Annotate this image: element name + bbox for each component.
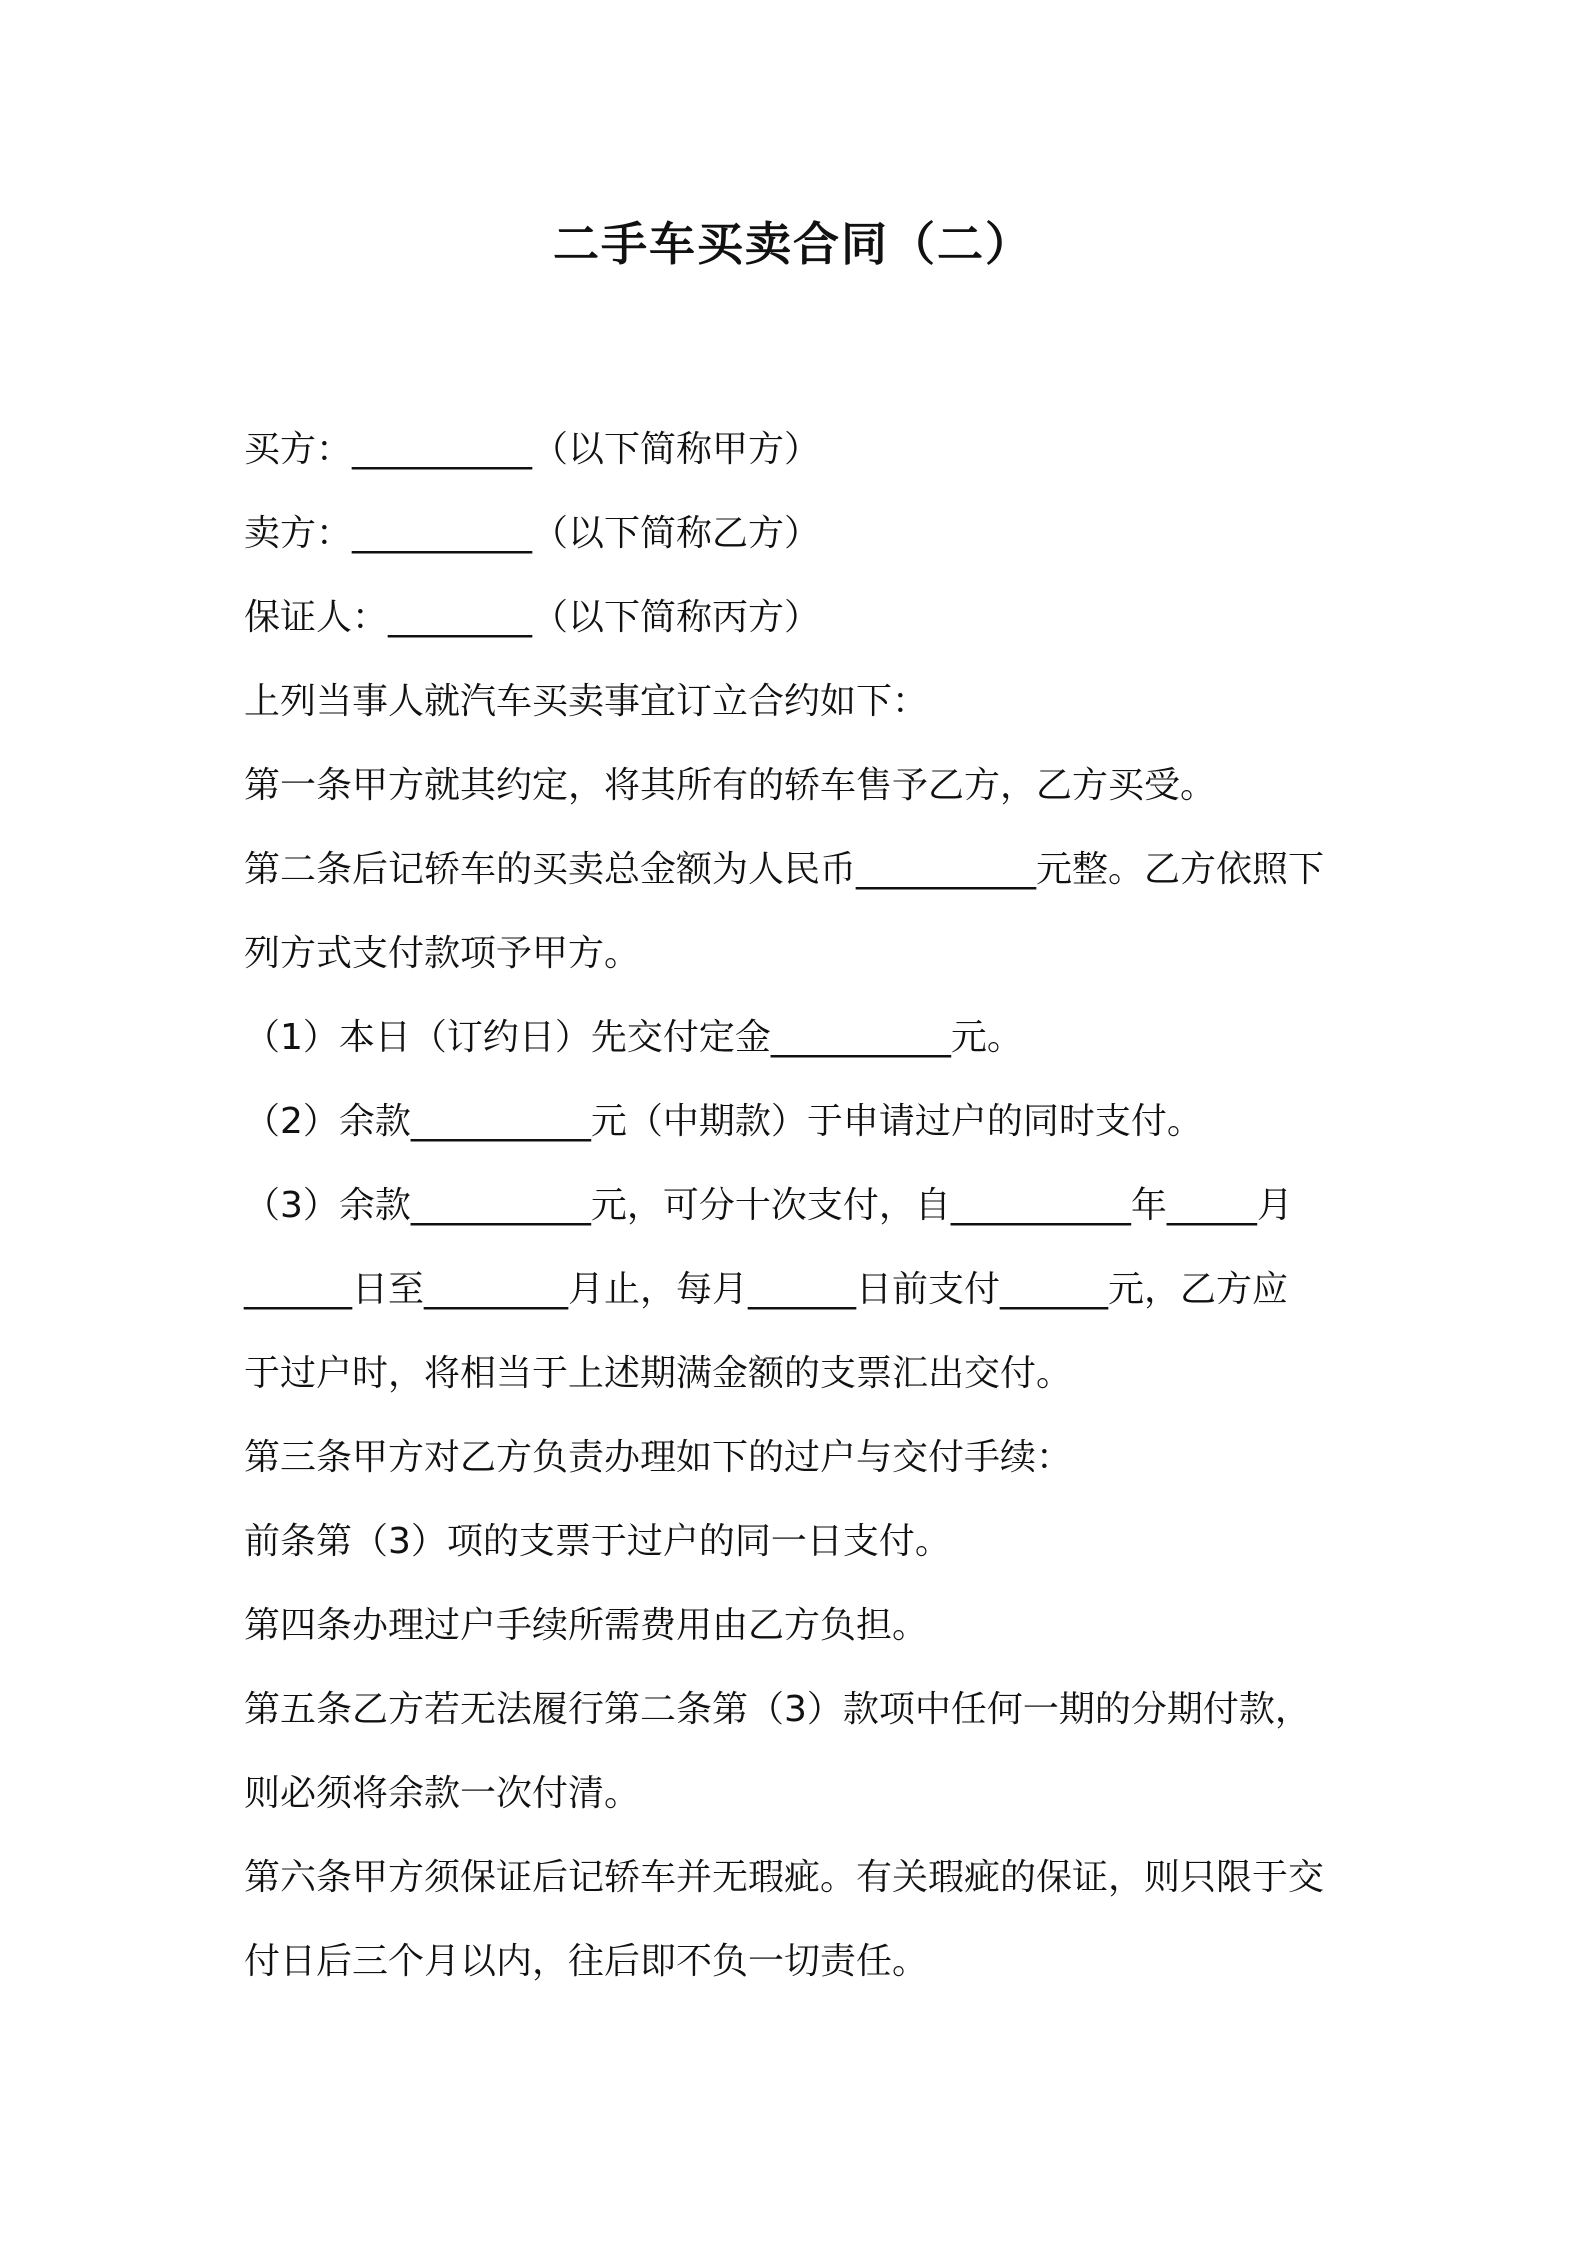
article-4-line: 第四条办理过户手续所需费用由乙方负担。 [244,1605,929,1646]
article-5-line-2: 则必须将余款一次付清。 [244,1773,641,1814]
article-3-detail-line: 前条第（3）项的支票于过户的同一日支付。 [244,1521,951,1562]
document-title: 二手车买卖合同（二） [553,217,1033,271]
seller-line: 卖方：__________（以下简称乙方） [244,513,821,554]
payment-item-3-line-1: （3）余款__________元，可分十次支付，自__________年_____月 [244,1185,1293,1226]
payment-item-3-line-3: 于过户时，将相当于上述期满金额的支票汇出交付。 [244,1353,1073,1394]
article-6-line-2: 付日后三个月以内，往后即不负一切责任。 [244,1941,929,1982]
buyer-line: 买方：__________（以下简称甲方） [244,429,821,470]
article-5-line-1: 第五条乙方若无法履行第二条第（3）款项中任何一期的分期付款， [244,1689,1311,1730]
preamble-line: 上列当事人就汽车买卖事宜订立合约如下： [244,681,929,722]
article-2-line-1: 第二条后记轿车的买卖总金额为人民币__________元整。乙方依照下 [244,849,1325,890]
article-3-line: 第三条甲方对乙方负责办理如下的过户与交付手续： [244,1437,1073,1478]
article-1-line: 第一条甲方就其约定，将其所有的轿车售予乙方，乙方买受。 [244,765,1217,806]
article-2-line-2: 列方式支付款项予甲方。 [244,933,641,974]
payment-item-3-line-2: ______日至________月止，每月______日前支付______元，乙方应 [244,1269,1289,1310]
article-6-line-1: 第六条甲方须保证后记轿车并无瑕疵。有关瑕疵的保证，则只限于交 [244,1857,1325,1898]
document-body [244,408,1364,2004]
payment-item-1: （1）本日（订约日）先交付定金__________元。 [244,1017,1023,1058]
payment-item-2: （2）余款__________元（中期款）于申请过户的同时支付。 [244,1101,1203,1142]
guarantor-line: 保证人：________（以下简称丙方） [244,597,821,638]
